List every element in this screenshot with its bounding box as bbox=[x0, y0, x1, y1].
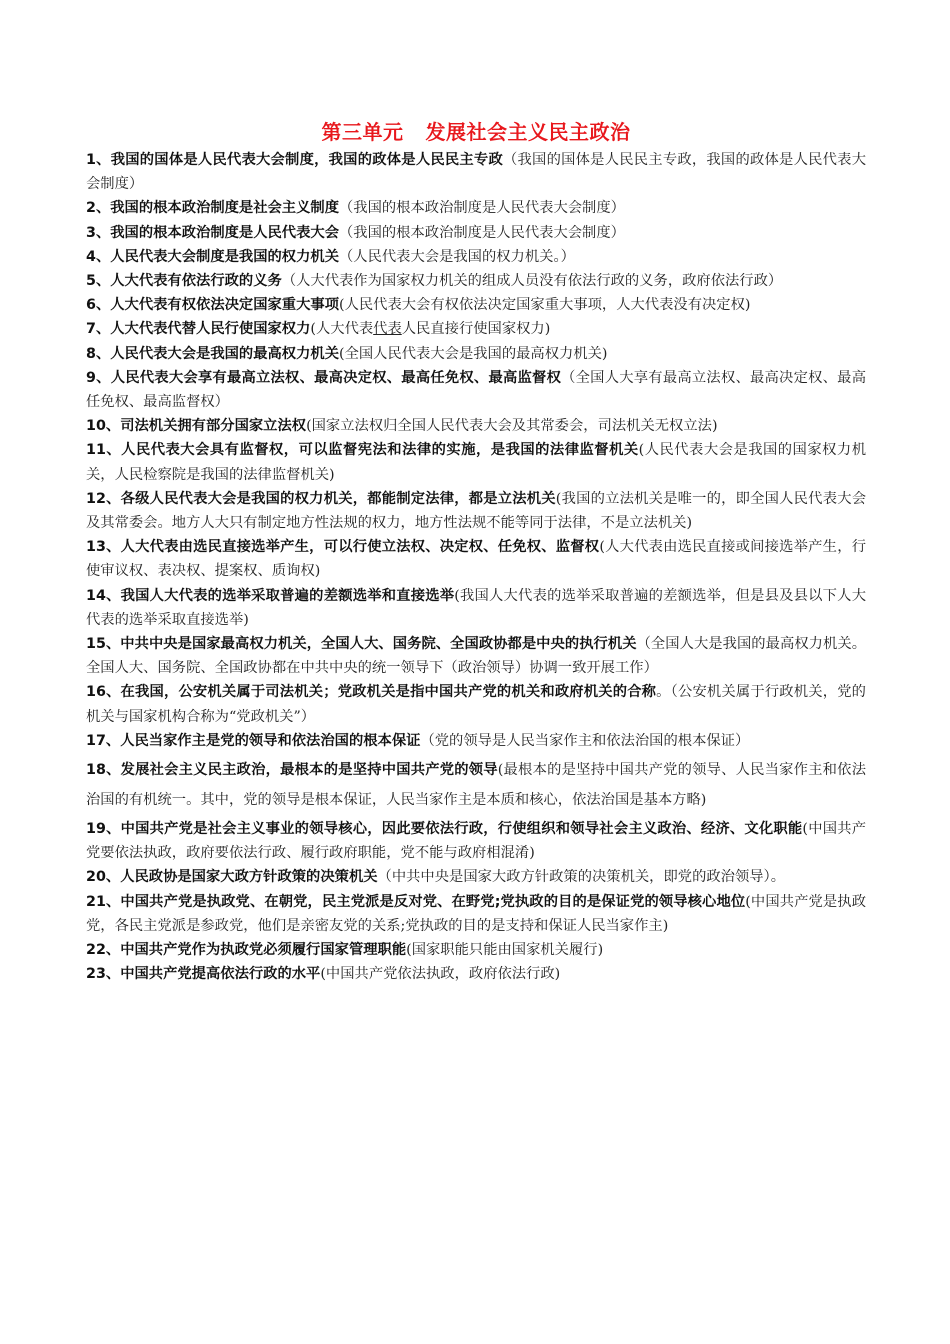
list-item bbox=[86, 584, 866, 632]
statement: 22、中国共产党作为执政党必须履行国家管理职能 bbox=[86, 942, 407, 959]
statement: 16、在我国，公安机关属于司法机关；党政机关是指中国共产党的机关和政府机关的合称 bbox=[86, 684, 657, 701]
list-item bbox=[86, 196, 866, 220]
correction: (我国人大代表的选举采取普遍的差额选举，但是县及县以下人大代表的选举采取直接选举) bbox=[86, 587, 866, 628]
title-unit: 第三单元 bbox=[321, 120, 404, 144]
list-item bbox=[86, 680, 866, 728]
correction: （党的领导是人民当家作主和依法治国的根本保证） bbox=[420, 732, 750, 749]
list-item bbox=[86, 221, 866, 245]
correction: (人大代表由选民直接或间接选举产生，行使审议权、表决权、提案权、质询权) bbox=[86, 539, 866, 580]
statement: 11、人民代表大会具有监督权，可以监督宪法和法律的实施，是我国的法律监督机关 bbox=[86, 442, 639, 459]
statement: 2、我国的根本政治制度是社会主义制度 bbox=[86, 200, 339, 217]
list-item bbox=[86, 342, 866, 366]
correction: (人民代表大会有权依法决定国家重大事项，人大代表没有决定权) bbox=[339, 297, 751, 314]
correction: (中国共产党依法执政，政府依法行政) bbox=[320, 966, 561, 983]
list-item bbox=[86, 817, 866, 865]
list-item bbox=[86, 414, 866, 438]
list-item bbox=[86, 535, 866, 583]
statement: 6、人大代表有权依法决定国家重大事项 bbox=[86, 297, 339, 314]
correction-part1: (人大代表 bbox=[310, 321, 374, 338]
statement: 9、人民代表大会享有最高立法权、最高决定权、最高任免权、最高监督权 bbox=[86, 369, 562, 386]
correction-underlined: 代表 bbox=[373, 321, 402, 338]
statement: 4、人民代表大会制度是我国的权力机关 bbox=[86, 248, 339, 265]
list-item bbox=[86, 632, 866, 680]
statement: 7、人大代表代替人民行使国家权力 bbox=[86, 321, 311, 338]
statement: 23、中国共产党提高依法行政的水平 bbox=[86, 966, 321, 983]
list-item bbox=[86, 438, 866, 486]
list-item bbox=[86, 269, 866, 293]
list-item bbox=[86, 729, 866, 753]
correction: (国家立法权归全国人民代表大会及其常委会，司法机关无权立法) bbox=[306, 418, 718, 435]
statement: 10、司法机关拥有部分国家立法权 bbox=[86, 418, 307, 435]
statement: 21、中国共产党是执政党、在朝党，民主党派是反对党、在野党;党执政的目的是保证党的领导核心地位 bbox=[86, 893, 746, 910]
document-page bbox=[86, 118, 866, 987]
list-item bbox=[86, 890, 866, 938]
list-item bbox=[86, 487, 866, 535]
statement: 19、中国共产党是社会主义事业的领导核心，因此要依法行政，行使组织和领导社会主义政治、经济、文化职能 bbox=[86, 821, 803, 838]
statement: 5、人大代表有依法行政的义务 bbox=[86, 273, 282, 290]
correction: (人民代表大会是我国的国家权力机关，人民检察院是我国的法律监督机关) bbox=[86, 442, 866, 483]
statement: 12、各级人民代表大会是我国的权力机关，都能制定法律，都是立法机关 bbox=[86, 490, 556, 507]
correction: (中国共产党是执政党，各民主党派是参政党，他们是亲密友党的关系;党执政的目的是支持和保证人民当家作主) bbox=[86, 893, 866, 934]
correction: (国家职能只能由国家机关履行) bbox=[406, 942, 604, 959]
correction: （人民代表大会是我国的权力机关。） bbox=[339, 248, 575, 265]
correction: (全国人民代表大会是我国的最高权力机关) bbox=[339, 345, 608, 362]
list-item bbox=[86, 317, 866, 341]
correction-part2: 人民直接行使国家权力) bbox=[401, 321, 551, 338]
statement: 13、人大代表由选民直接选举产生，可以行使立法权、决定权、任免权、监督权 bbox=[86, 539, 600, 556]
statement: 20、人民政协是国家大政方针政策的决策机关 bbox=[86, 869, 378, 886]
list-item bbox=[86, 938, 866, 962]
list-item bbox=[86, 366, 866, 414]
correction: （中共中央是国家大政方针政策的决策机关，即党的政治领导）。 bbox=[377, 869, 786, 886]
list-item bbox=[86, 245, 866, 269]
list-item bbox=[86, 865, 866, 889]
correction: (我国的立法机关是唯一的，即全国人民代表大会及其常委会。地方人大只有制定地方性法规的权力，地方性法规不能等同于法律，不是立法机关) bbox=[86, 490, 866, 532]
statement: 15、中共中央是国家最高权力机关，全国人大、国务院、全国政协都是中央的执行机关 bbox=[86, 636, 637, 653]
statement: 17、人民当家作主是党的领导和依法治国的根本保证 bbox=[86, 732, 421, 749]
correction: （全国人大享有最高立法权、最高决定权、最高任免权、最高监督权） bbox=[86, 369, 867, 411]
list-item bbox=[86, 148, 866, 196]
list-item bbox=[86, 755, 866, 815]
correction: (最根本的是坚持中国共产党的领导、人民当家作主和依法治国的有机统一。其中，党的领导是根本保证，人民当家作主是本质和核心，依法治国是基本方略) bbox=[86, 762, 866, 809]
correction: （全国人大是我国的最高权力机关。全国人大、国务院、全国政协都在中共中央的统一领导下（政治领导）协调一致开展工作） bbox=[86, 636, 866, 677]
title-topic: 发展社会主义民主政治 bbox=[425, 120, 631, 144]
document-title bbox=[86, 118, 866, 146]
correction: （我国的国体是人民民主专政，我国的政体是人民代表大会制度） bbox=[86, 152, 866, 193]
correction: （人大代表作为国家权力机关的组成人员没有依法行政的义务，政府依法行政） bbox=[281, 273, 783, 290]
correction: （我国的根本政治制度是人民代表大会制度） bbox=[339, 200, 625, 217]
list-item bbox=[86, 962, 866, 986]
list-item bbox=[86, 293, 866, 317]
correction: 。（公安机关属于行政机关，党的机关与国家机构合称为“党政机关”） bbox=[86, 684, 866, 725]
statement: 14、我国人大代表的选举采取普遍的差额选举和直接选举 bbox=[86, 587, 455, 604]
statement: 18、发展社会主义民主政治，最根本的是坚持中国共产党的领导 bbox=[86, 762, 498, 779]
statement: 1、我国的国体是人民代表大会制度，我国的政体是人民民主专政 bbox=[86, 152, 503, 168]
correction: (中国共产党要依法执政，政府要依法行政、履行政府职能，党不能与政府相混淆) bbox=[86, 821, 867, 862]
correction: （我国的根本政治制度是人民代表大会制度） bbox=[339, 224, 625, 241]
statement: 8、人民代表大会是我国的最高权力机关 bbox=[86, 345, 339, 362]
statement: 3、我国的根本政治制度是人民代表大会 bbox=[86, 224, 339, 241]
